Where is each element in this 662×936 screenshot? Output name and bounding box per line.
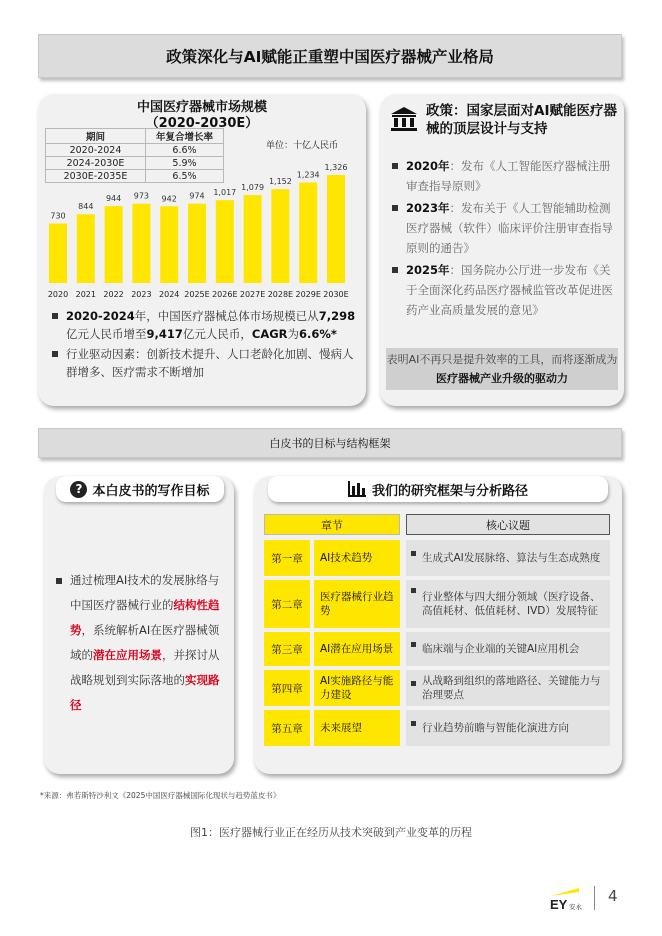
value-2020: 7,298 (318, 309, 356, 323)
x-tick-label: 2029E (295, 290, 321, 299)
page-title: 政策深化与AI赋能正重塑中国医疗器械产业格局 (166, 48, 494, 66)
ey-logo (549, 886, 583, 912)
market-bar-chart (38, 94, 366, 304)
cagr-header-period: 期间 (46, 129, 146, 144)
data-label: 1,079 (241, 183, 265, 193)
topic-cell: AI潜在应用场景 (314, 632, 400, 666)
table-row (264, 540, 610, 576)
data-label: 974 (189, 191, 205, 201)
chapter-cell: 第四章 (264, 670, 310, 706)
cagr-rate: 6.5% (146, 170, 224, 183)
cagr-value: 6.6%* (299, 327, 337, 341)
chart-bar (160, 206, 178, 283)
topic-cell: AI实施路径与能力建设 (314, 670, 400, 706)
chart-bar (49, 224, 67, 283)
policy-text: ：国务院办公厅进一步发布《关于全面深化药品医疗器械监管改革促进医药产业高质量发展的意见》 (406, 263, 613, 317)
goal-highlight: 实现路径 (70, 673, 220, 712)
core-topic-cell: 生成式AI发展脉络、算法与生态成熟度 (406, 540, 610, 576)
question-icon: ? (70, 481, 87, 498)
core-topic-cell: 行业整体与四大细分领域（医疗设备、高值耗材、低值耗材、IVD）发展特征 (406, 580, 610, 628)
bullet-text: 亿元人民币， (182, 327, 252, 341)
topic-cell: 未来展望 (314, 710, 400, 746)
summary-highlight: 医疗器械产业升级的驱动力 (436, 372, 568, 385)
cagr-header-rate: 年复合增长率 (146, 129, 224, 144)
goal-title: 本白皮书的写作目标 (92, 483, 210, 499)
core-topic-cell: 临床端与企业端的关键AI应用机会 (406, 632, 610, 666)
summary-text: 表明AI不再只是提升效率的工具，而将逐渐成为 (386, 353, 618, 366)
logo-cn-text: 安永 (569, 903, 582, 911)
x-tick-label: 2026E (212, 290, 238, 299)
data-label: 1,326 (324, 162, 348, 172)
cagr-rate: 5.9% (146, 157, 224, 170)
framework-header (268, 476, 608, 502)
core-topic-cell: 行业趋势前瞻与智能化演进方向 (406, 710, 610, 746)
core-topic-cell: 从战略到组织的落地路径、关键能力与治理要点 (406, 670, 610, 706)
cagr-period: 2030E-2035E (46, 170, 146, 183)
framework-card (254, 476, 622, 774)
x-tick-label: 2023 (131, 290, 152, 299)
section-banner (38, 428, 622, 458)
page-number: 4 (608, 887, 618, 905)
goal-text-part: 通过梳理AI技术的发展脉络与中国医疗器械行业的 (70, 573, 220, 612)
x-tick-label: 2021 (75, 290, 96, 299)
cagr-period: 2020-2024 (46, 144, 146, 157)
bullet-text: 亿元人民币增至 (66, 327, 147, 341)
list-item (50, 345, 362, 381)
chart-bar (132, 204, 150, 283)
policy-year: 2025年 (406, 263, 450, 277)
list-item (390, 260, 618, 320)
list-item (390, 198, 618, 258)
section-title: 白皮书的目标与结构框架 (269, 437, 391, 450)
chapter-cell: 第五章 (264, 710, 310, 746)
bullet-text: 行业驱动因素：创新技术提升、人口老龄化加剧、慢病人群增多、医疗需求不断增加 (66, 347, 354, 379)
goal-text-part: ，并探讨从战略规划到实际落地的 (70, 648, 220, 687)
chapter-cell: 第一章 (264, 540, 310, 576)
chapter-cell: 第三章 (264, 632, 310, 666)
chart-bar (244, 195, 262, 283)
figure-caption: 图1：医疗器械行业正在经历从技术突破到产业变革的历程 (190, 826, 472, 839)
chart-bar (216, 200, 234, 283)
market-bullets (50, 307, 362, 383)
data-label: 730 (50, 211, 66, 221)
policy-card (380, 94, 624, 406)
data-label: 1,017 (213, 188, 237, 198)
policy-year: 2023年 (406, 201, 450, 215)
footer-separator (594, 886, 595, 910)
x-tick-label: 2024 (159, 290, 180, 299)
goal-highlight: 潜在应用场景 (93, 648, 162, 662)
x-tick-label: 2020 (47, 290, 69, 299)
value-2024: 9,417 (146, 327, 183, 341)
list-item (50, 307, 362, 343)
topic-cell: AI技术趋势 (314, 540, 400, 576)
data-label: 942 (161, 194, 177, 204)
bullet-text: 年，中国医疗器械总体市场规模已从 (134, 309, 319, 323)
government-building-icon (390, 106, 418, 132)
cagr-rate: 6.6% (146, 144, 224, 157)
cagr-period: 2024-2030E (46, 157, 146, 170)
cagr-label: CAGR (251, 327, 288, 341)
topic-cell: 医疗器械行业趋势 (314, 580, 400, 628)
chart-bar (299, 182, 317, 283)
framework-title: 我们的研究框架与分析路径 (371, 483, 528, 499)
x-tick-label: 2030E (323, 290, 349, 299)
bar-chart-icon (348, 481, 366, 497)
policy-title: 政策：国家层面对AI赋能医疗器械的顶层设计与支持 (426, 103, 617, 137)
source-note: *来源：弗若斯特沙利文《2025中国医疗器械国际化现状与趋势蓝皮书》 (40, 791, 281, 800)
x-tick-label: 2028E (267, 290, 294, 299)
data-label: 973 (133, 191, 150, 201)
chart-bar (188, 204, 206, 283)
table-row (264, 580, 610, 628)
goal-highlight: 结构性趋势 (70, 598, 220, 637)
data-label: 1,152 (268, 177, 292, 187)
x-tick-label: 2022 (103, 290, 124, 299)
goal-card (44, 476, 234, 774)
logo-text: EY (550, 897, 568, 912)
data-label: 944 (105, 194, 122, 204)
chart-bar (77, 214, 95, 283)
chart-bar (327, 175, 345, 283)
unit-label: 单位：十亿人民币 (266, 141, 339, 151)
column-header-core-topic: 核心议题 (406, 514, 610, 535)
chart-subtitle: （2020-2030E） (145, 116, 259, 131)
chart-bar (105, 206, 123, 283)
goal-header (56, 476, 224, 502)
data-label: 844 (78, 202, 94, 212)
list-item (390, 156, 618, 196)
table-row (264, 670, 610, 706)
x-tick-label: 2027E (239, 290, 266, 299)
policy-list (390, 156, 618, 322)
policy-text: ：发布《人工智能医疗器械注册审查指导原则》 (406, 159, 611, 193)
policy-text: ：发布关于《人工智能辅助检测医疗器械（软件）临床评价注册审查指导原则的通告》 (406, 201, 613, 255)
table-row (264, 632, 610, 666)
page-title-banner (38, 34, 622, 78)
chart-title: 中国医疗器械市场规模 (136, 100, 267, 115)
bullet-text: 为 (287, 327, 300, 341)
goal-text (54, 568, 228, 718)
chapter-cell: 第二章 (264, 580, 310, 628)
data-label: 1,234 (296, 170, 320, 180)
column-header-chapter: 章节 (264, 514, 400, 535)
chart-bar (271, 189, 289, 283)
market-size-card (38, 94, 366, 406)
policy-year: 2020年 (406, 159, 450, 173)
policy-summary (386, 348, 618, 390)
goal-text-part: ，系统解析AI在医疗器械领域的 (70, 623, 220, 662)
year-range: 2020-2024 (66, 309, 135, 323)
x-tick-label: 2025E (184, 290, 210, 299)
table-row (264, 710, 610, 746)
